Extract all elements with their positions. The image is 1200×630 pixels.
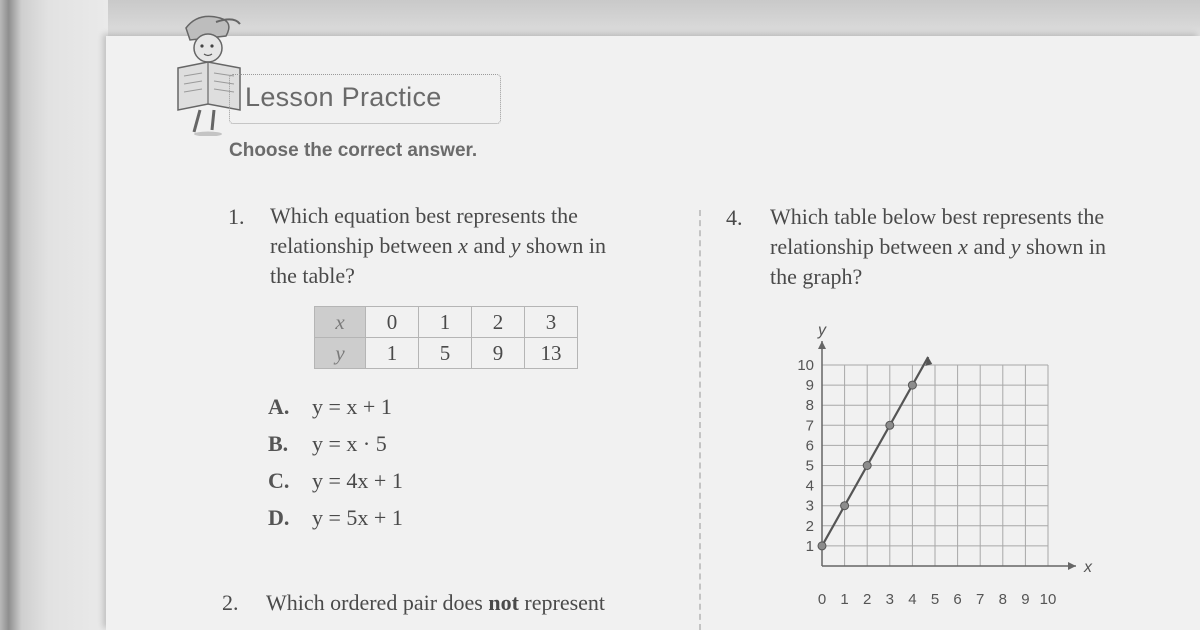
question-4-number: 4. <box>726 205 743 230</box>
x-tick-label: 7 <box>976 591 985 608</box>
table-header-x: x <box>315 307 366 338</box>
y-axis-arrow <box>818 341 826 349</box>
question-2-text: Which ordered pair does not represent <box>266 590 606 615</box>
choice-c[interactable]: C. y = 4x + 1 <box>268 468 403 493</box>
lesson-title: Lesson Practice <box>245 82 442 112</box>
x-tick-label: 2 <box>863 591 872 608</box>
choice-d[interactable]: D. y = 5x + 1 <box>268 505 403 530</box>
y-tick-label: 6 <box>805 437 814 455</box>
table-cell: 9 <box>472 338 525 369</box>
choice-b[interactable]: B. y = x · 5 <box>268 431 387 456</box>
data-point <box>886 421 894 429</box>
table-cell: 13 <box>525 338 578 369</box>
y-tick-label: 10 <box>797 357 814 374</box>
table-cell: 5 <box>419 338 472 369</box>
table-cell: 2 <box>472 307 525 338</box>
y-tick-label: 9 <box>805 377 814 395</box>
x-tick-label: 8 <box>998 591 1007 608</box>
table-cell: 1 <box>419 307 472 338</box>
x-tick-label: 1 <box>840 591 849 608</box>
table-row-x <box>315 307 578 338</box>
table-cell: 0 <box>366 307 419 338</box>
table-header-y: y <box>315 338 366 369</box>
data-point <box>863 462 871 470</box>
question-1-number: 1. <box>228 204 245 229</box>
x-tick-label: 6 <box>953 591 962 608</box>
x-axis-arrow <box>1068 562 1076 570</box>
question-1-table <box>314 306 578 369</box>
y-tick-label: 5 <box>805 457 814 475</box>
y-tick-label: 1 <box>805 537 814 555</box>
book-binding-shadow <box>0 0 108 630</box>
y-axis-label: y <box>818 322 826 339</box>
x-tick-label: 9 <box>1021 591 1030 608</box>
data-point <box>908 381 916 389</box>
x-tick-label: 10 <box>1039 591 1057 608</box>
x-tick-label: 3 <box>885 591 894 608</box>
y-tick-label: 7 <box>805 417 814 435</box>
question-4-graph <box>790 310 1100 620</box>
question-4-text: Which table below best represents the relationship between x and y shown in the graph? <box>770 204 1107 289</box>
x-tick-label: 4 <box>908 591 917 608</box>
choice-a[interactable]: A. y = x + 1 <box>268 394 392 419</box>
y-tick-label: 2 <box>805 517 814 535</box>
question-1-choices <box>268 394 403 542</box>
x-tick-label: 0 <box>817 591 827 608</box>
table-cell: 1 <box>366 338 419 369</box>
y-tick-label: 8 <box>805 397 814 415</box>
data-point <box>818 542 826 550</box>
data-point <box>841 502 849 510</box>
y-tick-label: 4 <box>805 477 814 495</box>
instructions: Choose the correct answer. <box>229 140 478 161</box>
x-axis-label: x <box>1084 559 1092 576</box>
column-divider <box>699 210 701 630</box>
x-tick-label: 5 <box>930 591 940 608</box>
question-2-number: 2. <box>222 590 239 615</box>
question-1-text: Which equation best represents the relationship between x and y shown in the table? <box>270 203 607 288</box>
table-row-y <box>315 338 578 369</box>
table-cell: 3 <box>525 307 578 338</box>
y-tick-label: 3 <box>805 497 814 515</box>
